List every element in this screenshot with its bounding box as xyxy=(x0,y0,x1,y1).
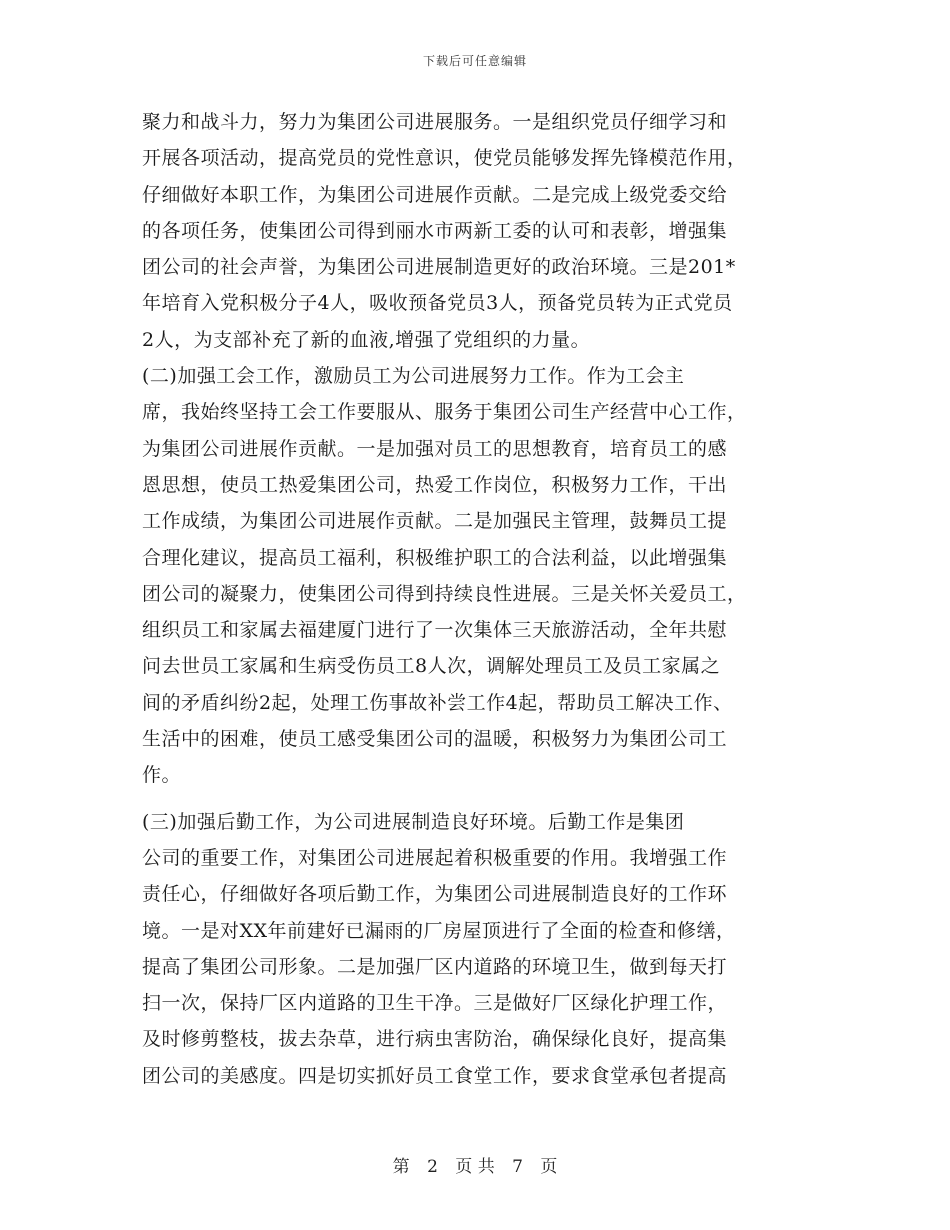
text-line: 工作成绩，为集团公司进展作贡献。二是加强民主管理，鼓舞员工提 xyxy=(142,510,728,533)
text-line: (三)加强后勤工作，为公司进展制造良好环境。后勤工作是集团 xyxy=(142,810,685,833)
text-line: 仔细做好本职工作，为集团公司进展作贡献。二是完成上级党委交给 xyxy=(142,183,728,206)
paragraph-2 xyxy=(142,358,810,794)
text-line: 公司的重要工作，对集团公司进展起着积极重要的作用。我增强工作 xyxy=(142,846,728,869)
text-line: 责任心，仔细做好各项后勤工作，为集团公司进展制造良好的工作环 xyxy=(142,883,728,906)
text-line: 扫一次，保持厂区内道路的卫生干净。三是做好厂区绿化护理工作， xyxy=(142,992,728,1015)
text-line: 及时修剪整枝，拔去杂草，进行病虫害防治，确保绿化良好，提高集 xyxy=(142,1028,728,1051)
text-line: 为集团公司进展作贡献。一是加强对员工的思想教育，培育员工的感 xyxy=(142,437,728,460)
text-line: 年培育入党积极分子4人，吸收预备党员3人，预备党员转为正式党员 xyxy=(142,292,733,315)
page-header: 下载后可任意编辑 xyxy=(422,54,527,68)
text-line: 团公司的美感度。四是切实抓好员工食堂工作，要求食堂承包者提高 xyxy=(142,1064,728,1087)
text-line: 作。 xyxy=(142,764,182,787)
page-footer xyxy=(0,1152,950,1177)
text-line: 提高了集团公司形象。二是加强厂区内道路的环境卫生，做到每天打 xyxy=(142,955,728,978)
text-line: 生活中的困难，使员工感受集团公司的温暖，积极努力为集团公司工 xyxy=(142,728,728,751)
text-line: 合理化建议，提高员工福利，积极维护职工的合法利益，以此增强集 xyxy=(142,546,728,569)
footer-middle: 页 共 xyxy=(455,1157,495,1177)
footer-prefix: 第 xyxy=(392,1157,410,1177)
paragraph-1 xyxy=(142,104,810,358)
text-line: 问去世员工家属和生病受伤员工8人次，调解处理员工及员工家属之 xyxy=(142,655,721,678)
text-line: 团公司的凝聚力，使集团公司得到持续良性进展。三是关怀关爱员工， xyxy=(142,582,747,605)
paragraph-spacer xyxy=(142,794,810,804)
text-line: 开展各项活动，提高党员的党性意识，使党员能够发挥先锋模范作用， xyxy=(142,147,747,170)
paragraph-3 xyxy=(142,804,810,1094)
text-line: 聚力和战斗力，努力为集团公司进展服务。一是组织党员仔细学习和 xyxy=(142,111,728,133)
text-line: 团公司的社会声誉，为集团公司进展制造更好的政治环境。三是201* xyxy=(142,256,736,279)
text-line: 席，我始终坚持工会工作要服从、服务于集团公司生产经营中心工作， xyxy=(142,401,747,424)
document-body xyxy=(142,104,810,1094)
text-line: 2人，为支部补充了新的血液,增强了党组织的力量。 xyxy=(142,328,591,351)
text-line: 间的矛盾纠纷2起，处理工伤事故补尝工作4起，帮助员工解决工作、 xyxy=(142,691,733,714)
text-line: 的各项任务，使集团公司得到丽水市两新工委的认可和表彰，增强集 xyxy=(142,219,728,242)
text-line: 组织员工和家属去福建厦门进行了一次集体三天旅游活动，全年共慰 xyxy=(142,619,728,642)
text-line: 恩思想，使员工热爱集团公司，热爱工作岗位，积极努力工作，干出 xyxy=(142,473,728,496)
text-line: (二)加强工会工作，激励员工为公司进展努力工作。作为工会主 xyxy=(142,365,685,388)
footer-total-pages: 7 xyxy=(512,1157,523,1177)
footer-suffix: 页 xyxy=(540,1157,558,1177)
footer-page-number: 2 xyxy=(427,1157,438,1177)
text-line: 境。一是对XX年前建好已漏雨的厂房屋顶进行了全面的检查和修缮， xyxy=(142,919,736,942)
